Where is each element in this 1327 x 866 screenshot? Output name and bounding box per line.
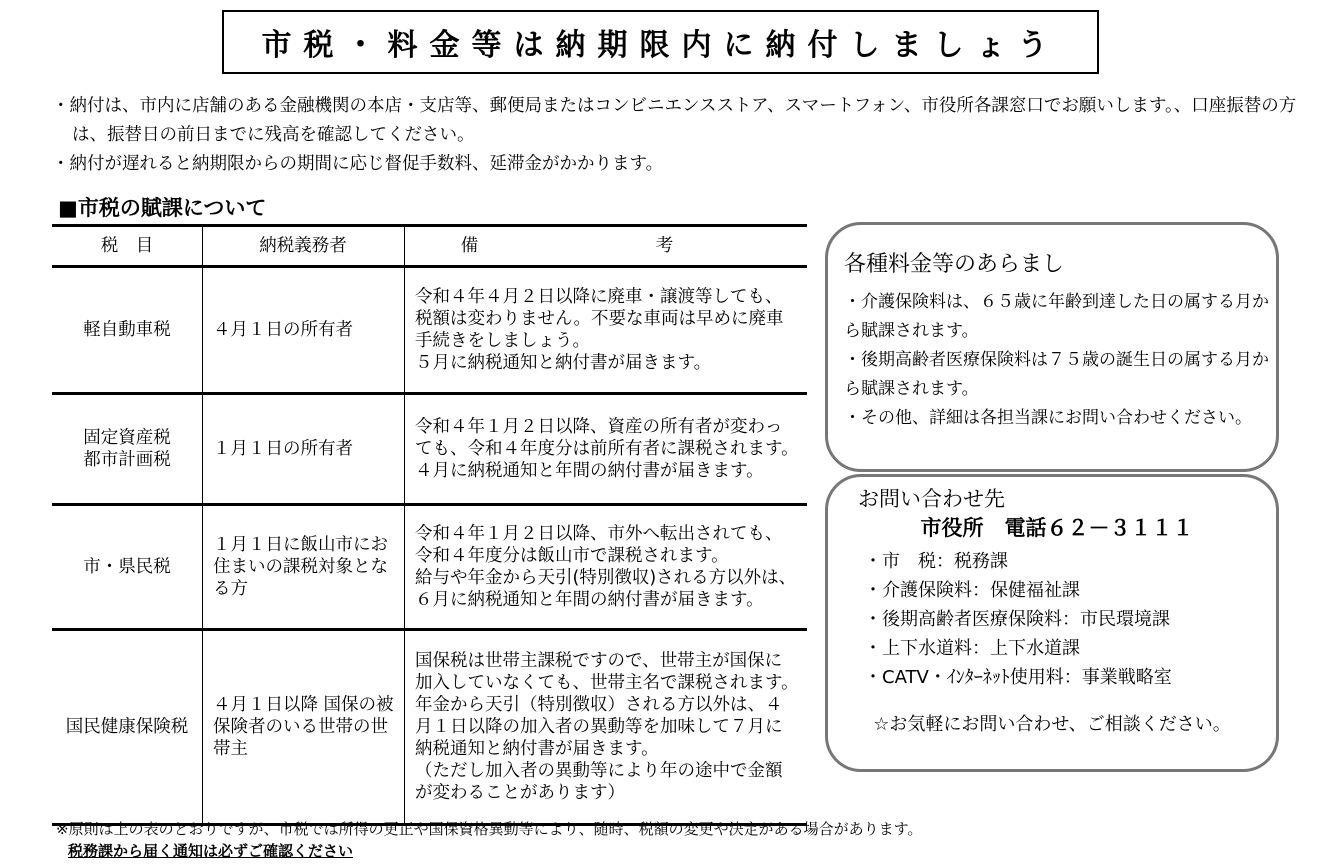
notice-bullets [52,92,1302,179]
table-row [52,394,807,505]
tax-name-cell: 国民健康保険税 [52,630,203,825]
table-row [52,630,807,825]
fees-box-heading: 各種料金等のあらまし [844,252,1065,277]
contact-line: ・後期高齢者医療保険料：市民環境課 [864,609,1170,630]
city-hall-phone: 市役所 電話６２－３１１１ [920,516,1194,540]
table-header-row [52,226,807,267]
payer-cell: １月１日に飯山市にお住まいの課税対象となる方 [203,505,405,630]
payer-cell: １月１日の所有者 [203,394,405,505]
contact-line: ・市 税：税務課 [864,551,1008,572]
contact-line: ・介護保険料：保健福祉課 [864,580,1080,601]
contact-box [825,474,1279,772]
header-notes: 備 考 [460,236,754,256]
table-row [52,267,807,394]
page-title: 市税・料金等は納期限内に納付しましょう [222,10,1099,74]
bullet-payment-places: ・納付は、市内に店舗のある金融機関の本店・支店等、郵便局またはコンビニエンスストア、スマートフォン、市役所各課窓口でお願いします。、口座振替の方は、振替日の前日までに残高を確認してください。 [52,96,1297,145]
header-tax-item: 税 目 [52,226,203,267]
footnote-main: ※原則は上の表のとおりですが、市税では所得の更正や国保資格異動等により、随時、税額の変更や決定がある場合があります。 [56,820,923,838]
tax-name-cell: 固定資産税 都市計画税 [52,394,203,505]
footnote-sub: 税務課から届く通知は必ずご確認ください [68,842,354,860]
note-cell: 令和４年１月２日以降、市外へ転出されても、令和４年度分は飯山市で課税されます。 給与や年金から天引(特別徴収)される方以外は、６月に納税通知と年間の納付書が届きます。 [415,524,797,610]
tax-table [52,224,807,826]
bullet-late-fees: ・納付が遅れると納期限からの期間に応じ督促手数料、延滞金がかかります。 [52,154,664,174]
payer-cell: ４月１日の所有者 [203,267,405,394]
contact-line: ・上下水道料：上下水道課 [864,638,1080,659]
fees-line: ・その他、詳細は各担当課にお問い合わせください。 [844,408,1252,428]
fees-line: ・介護保険料は、６５歳に年齢到達した日の属する月から賦課されます。 [844,292,1269,341]
table-row [52,505,807,630]
contact-closing: ☆お気軽にお問い合わせ、ご相談ください。 [873,714,1231,735]
header-payer: 納税義務者 [203,226,405,267]
note-cell: 令和４年４月２日以降に廃車・譲渡等しても、税額は変わりません。不要な車両は早めに廃車手続きをしましょう。 ５月に納税通知と納付書が届きます。 [415,287,784,373]
section-title: ■市税の賦課について [58,196,267,220]
footnote [56,818,922,862]
note-cell: 国保税は世帯主課税ですので、世帯主が国保に加入していなくても、世帯主名で課税されます。 年金から天引（特別徴収）される方以外は、４月１日以降の加入者の異動等を加味して７月に納税通知と納付書が届きます。 （ただし加入者の異動等により年の途中で金額が変わることがあります） [415,651,799,803]
contact-line: ・CATV・ｲﾝﾀｰﾈｯﾄ使用料：事業戦略室 [864,667,1172,688]
fees-line: ・後期高齢者医療保険料は７５歳の誕生日の属する月から賦課されます。 [844,350,1269,399]
tax-name-cell: 市・県民税 [52,505,203,630]
tax-name-cell: 軽自動車税 [52,267,203,394]
payer-cell: ４月１日以降 国保の被保険者のいる世帯の世帯主 [203,630,405,825]
note-cell: 令和４年１月２日以降、資産の所有者が変わっても、令和４年度分は前所有者に課税されます。 ４月に納税通知と年間の納付書が届きます。 [415,417,799,481]
fees-summary-box [825,222,1279,472]
contact-box-heading: お問い合わせ先 [858,487,1005,511]
